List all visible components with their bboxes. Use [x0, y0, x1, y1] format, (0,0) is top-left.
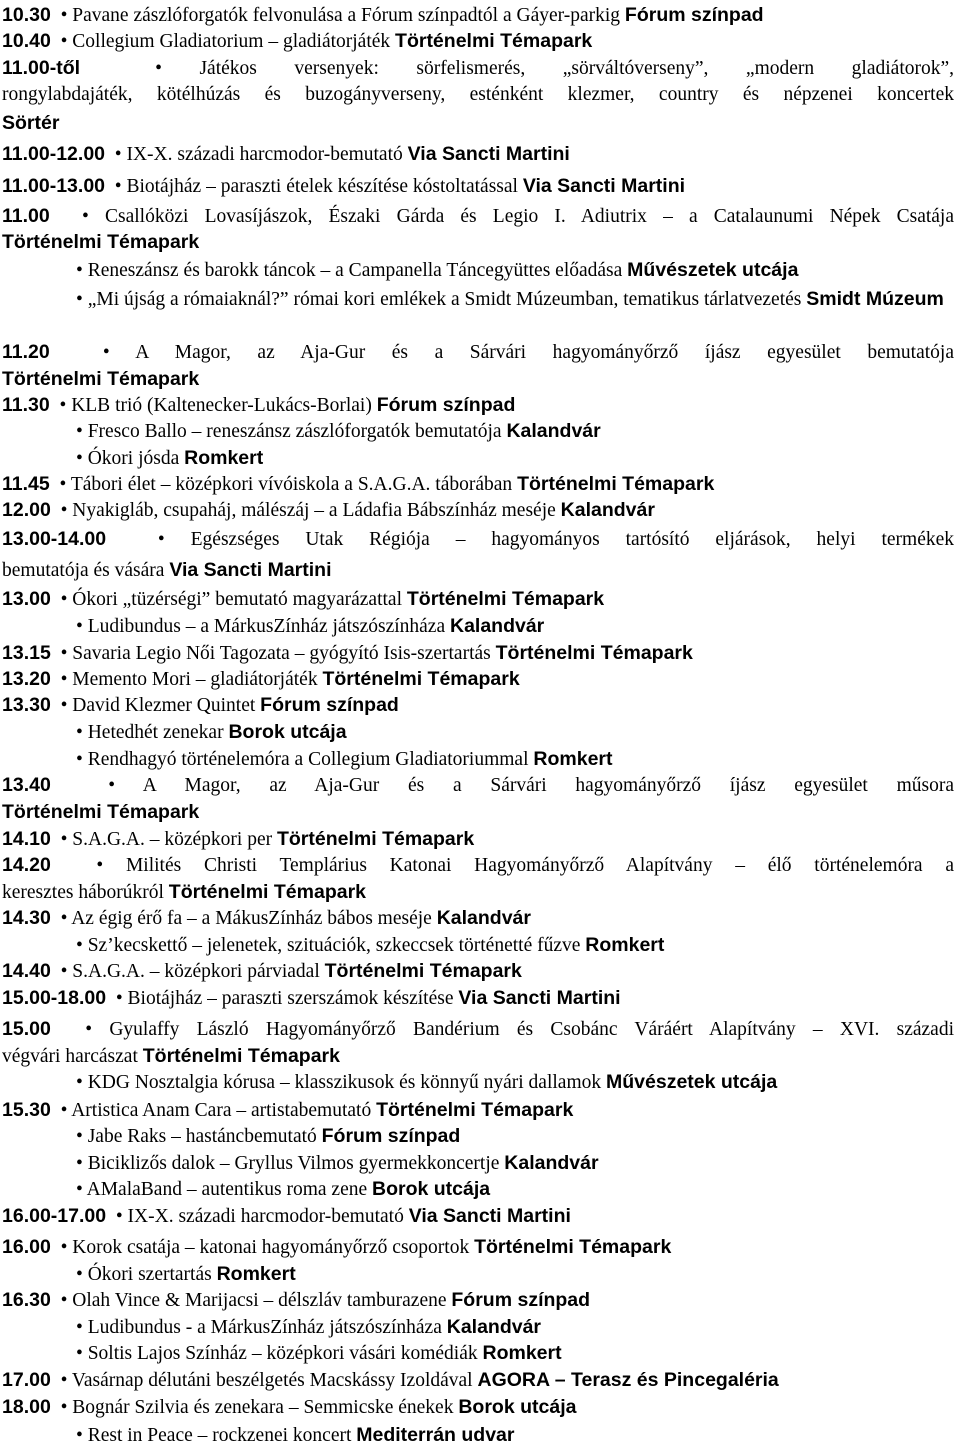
- schedule-line: [2, 1367, 954, 1394]
- event-text: Biciklizős dalok – Gryllus Vilmos gyermekkoncertje: [87, 1153, 500, 1174]
- bullet-icon: •: [157, 529, 191, 550]
- venue-label: Történelmi Témapark: [406, 588, 605, 610]
- bullet-icon: •: [60, 589, 73, 610]
- schedule-line: [2, 719, 960, 746]
- schedule-line: [2, 1203, 954, 1230]
- schedule-line: [2, 445, 960, 472]
- schedule-line-continued: [2, 1043, 954, 1070]
- schedule-line: [2, 392, 954, 419]
- event-text-continued: végvári harcászat: [2, 1046, 138, 1067]
- bullet-icon: •: [59, 395, 72, 416]
- event-text: Rendhagyó történelemóra a Collegium Gladiatoriummal: [87, 749, 529, 770]
- schedule-line: [2, 173, 954, 200]
- venue-label: AGORA – Terasz és Pincegaléria: [477, 1369, 779, 1391]
- venue-label: Via Sancti Martini: [408, 1205, 571, 1227]
- venue-label: Történelmi Témapark: [168, 881, 367, 903]
- time-label: 13.30: [2, 694, 51, 716]
- schedule-line: [2, 666, 954, 693]
- venue-label: Kalandvár: [560, 499, 655, 521]
- event-text-continued: rongylabdajáték, kötélhúzás és buzogányverseny, esténként klezmer, country és népzenei koncertek: [2, 84, 954, 105]
- schedule-line-venue: [2, 229, 954, 256]
- schedule-line-venue: [2, 110, 954, 137]
- bullet-icon: •: [155, 58, 200, 79]
- bullet-icon: •: [76, 935, 88, 956]
- venue-label: Fórum színpad: [376, 394, 516, 416]
- time-label: 18.00: [2, 1396, 51, 1418]
- venue-label: Történelmi Témapark: [517, 473, 715, 495]
- event-text: S.A.G.A. – középkori per: [72, 829, 273, 850]
- venue-label: Történelmi Témapark: [276, 828, 475, 850]
- venue-label: Romkert: [585, 934, 665, 956]
- schedule-line: [2, 418, 960, 445]
- venue-label: Történelmi Témapark: [495, 642, 693, 664]
- venue-label: Történelmi Témapark: [474, 1236, 672, 1258]
- bullet-icon: •: [76, 260, 88, 281]
- venue-label: Fórum színpad: [451, 1289, 591, 1311]
- venue-label: Fórum színpad: [260, 694, 399, 716]
- bullet-icon: •: [60, 643, 73, 664]
- schedule-line: [2, 905, 954, 932]
- bullet-icon: •: [60, 31, 73, 52]
- venue-label: Borok utcája: [228, 721, 347, 743]
- time-label: 11.45: [2, 473, 50, 495]
- venue-label: Via Sancti Martini: [169, 559, 332, 581]
- venue-label: Romkert: [184, 447, 264, 469]
- schedule-line: [2, 471, 954, 498]
- schedule-line: [2, 1097, 954, 1124]
- bullet-icon: •: [102, 342, 136, 363]
- time-label: 11.00-13.00: [2, 175, 106, 197]
- event-text: Ókori „tüzérségi” bemutató magyarázattal: [72, 589, 402, 610]
- event-text: KLB trió (Kaltenecker-Lukács-Borlai): [71, 395, 372, 416]
- event-text: Ludibundus – a MárkusZínház játszószínháza: [87, 616, 446, 637]
- bullet-icon: •: [108, 775, 143, 796]
- schedule-line: [2, 1150, 960, 1177]
- schedule-line: [2, 1287, 954, 1314]
- time-label: 17.00: [2, 1369, 51, 1391]
- time-label: 14.40: [2, 960, 51, 982]
- venue-label: Kalandvár: [446, 1316, 542, 1338]
- time-label: 13.00-14.00: [2, 528, 107, 550]
- event-text: David Klezmer Quintet: [72, 695, 256, 716]
- time-label: 14.30: [2, 907, 51, 929]
- schedule-line: [2, 586, 954, 613]
- schedule-line-continued: [2, 82, 954, 108]
- bullet-icon: •: [76, 1072, 88, 1093]
- event-text: IX-X. századi harcmodor-bemutató: [127, 1206, 404, 1227]
- venue-label: Via Sancti Martini: [458, 987, 621, 1009]
- schedule-line: [2, 1234, 954, 1261]
- venue-label: Történelmi Témapark: [322, 668, 520, 690]
- event-text: „Mi újság a rómaiaknál?” római kori emlékek a Smidt Múzeumban, tematikus tárlatvezetés: [87, 289, 802, 310]
- event-text: Reneszánsz és barokk táncok – a Campanella Táncegyüttes előadása: [87, 260, 623, 281]
- schedule-line: [2, 1016, 954, 1043]
- event-text: Olah Vince & Marijacsi – délszláv tamburazene: [72, 1290, 447, 1311]
- bullet-icon: •: [60, 1100, 72, 1121]
- event-text: IX-X. századi harcmodor-bemutató: [126, 144, 403, 165]
- bullet-icon: •: [60, 829, 73, 850]
- venue-label: Történelmi Témapark: [142, 1045, 340, 1067]
- event-text: Rest in Peace – rockzenei koncert: [87, 1425, 352, 1446]
- event-text: AMalaBand – autentikus roma zene: [86, 1179, 368, 1200]
- bullet-icon: •: [76, 1179, 87, 1200]
- time-label: 11.00-12.00: [2, 143, 106, 165]
- event-text: Jabe Raks – hastáncbemutató: [87, 1126, 317, 1147]
- venue-label: Történelmi Témapark: [2, 801, 200, 823]
- bullet-icon: •: [85, 1019, 110, 1040]
- event-text: Egészséges Utak Régiója – hagyományos tartósító eljárások, helyi termékek: [190, 529, 954, 550]
- time-label: 14.20: [2, 854, 51, 876]
- venue-label: Kalandvár: [436, 907, 531, 929]
- event-text: Vasárnap délutáni beszélgetés Macskássy Izoldával: [71, 1370, 473, 1391]
- event-text: Az égig érő fa – a MákusZínház bábos meséje: [71, 908, 432, 929]
- bullet-icon: •: [76, 616, 88, 637]
- bullet-icon: •: [76, 289, 88, 310]
- schedule-line: [2, 286, 960, 313]
- schedule-line: [2, 932, 960, 959]
- venue-label: Művészetek utcája: [606, 1071, 778, 1093]
- event-text: Bognár Szilvia és zenekara – Semmicske énekek: [72, 1397, 454, 1418]
- time-label: 15.30: [2, 1099, 51, 1121]
- schedule-line-venue: [2, 799, 954, 826]
- event-text: Milités Christi Templárius Katonai Hagyományőrző Alapítvány – élő történelemóra a: [125, 855, 954, 876]
- venue-label: Mediterrán udvar: [356, 1424, 515, 1446]
- bullet-icon: •: [76, 749, 88, 770]
- schedule-line: [2, 2, 954, 29]
- bullet-icon: •: [82, 206, 106, 227]
- bullet-icon: •: [76, 1317, 88, 1338]
- venue-label: Kalandvár: [449, 615, 545, 637]
- schedule-line: [2, 613, 960, 640]
- venue-label: Romkert: [533, 748, 613, 770]
- venue-label: Via Sancti Martini: [522, 175, 686, 197]
- event-text: Hetedhét zenekar: [87, 722, 224, 743]
- venue-label: Via Sancti Martini: [407, 143, 570, 165]
- time-label: 11.00-től: [2, 57, 81, 79]
- bullet-icon: •: [60, 500, 73, 521]
- bullet-icon: •: [76, 1153, 88, 1174]
- time-label: 13.00: [2, 588, 51, 610]
- schedule-line: [2, 826, 954, 853]
- bullet-icon: •: [60, 908, 72, 929]
- schedule-line: [2, 1123, 960, 1150]
- event-text: Csallóközi Lovasíjászok, Északi Gárda és Legio I. Adiutrix – a Catalaunumi Népek Csatája: [105, 206, 954, 227]
- schedule-line-continued: [2, 879, 954, 906]
- venue-label: Fórum színpad: [321, 1125, 461, 1147]
- event-text: Ludibundus - a MárkusZínház játszószínháza: [87, 1317, 442, 1338]
- bullet-icon: •: [114, 176, 127, 197]
- venue-label: Kalandvár: [504, 1152, 599, 1174]
- bullet-icon: •: [60, 1237, 73, 1258]
- time-label: 15.00: [2, 1018, 51, 1040]
- schedule-line: [2, 1069, 960, 1096]
- event-text: KDG Nosztalgia kórusa – klasszikusok és könnyű nyári dallamok: [87, 1072, 602, 1093]
- event-text: Korok csatája – katonai hagyományőrző csoportok: [72, 1237, 470, 1258]
- schedule-line: [2, 1340, 960, 1367]
- venue-label: Történelmi Témapark: [2, 368, 200, 390]
- event-text: A Magor, az Aja-Gur és a Sárvári hagyományőrző íjász egyesület bemutatója: [135, 342, 954, 363]
- event-text: Memento Mori – gladiátorjáték: [72, 669, 318, 690]
- schedule-line: [2, 640, 954, 667]
- bullet-icon: •: [76, 448, 88, 469]
- schedule-line: [2, 852, 954, 879]
- time-label: 16.00-17.00: [2, 1205, 107, 1227]
- bullet-icon: •: [115, 988, 128, 1009]
- bullet-icon: •: [114, 144, 127, 165]
- venue-label: Történelmi Témapark: [2, 231, 200, 253]
- bullet-icon: •: [76, 1343, 88, 1364]
- time-label: 10.30: [2, 4, 51, 26]
- venue-label: Művészetek utcája: [627, 259, 799, 281]
- schedule-line: [2, 692, 954, 719]
- time-label: 11.00: [2, 205, 50, 227]
- schedule-line: [2, 339, 954, 366]
- schedule-line: [2, 203, 954, 230]
- time-label: 13.15: [2, 642, 51, 664]
- time-label: 12.00: [2, 499, 51, 521]
- event-text-continued: bemutatója és vására: [2, 560, 165, 581]
- schedule-line: [2, 526, 954, 553]
- schedule-line: [2, 1394, 954, 1421]
- time-label: 16.30: [2, 1289, 51, 1311]
- event-text: Játékos versenyek: sörfelismerés, „sörváltóverseny”, „modern gladiátorok”,: [199, 58, 954, 79]
- venue-label: Történelmi Témapark: [395, 30, 593, 52]
- time-label: 15.00-18.00: [2, 987, 107, 1009]
- schedule-line: [2, 1261, 960, 1288]
- bullet-icon: •: [96, 855, 126, 876]
- schedule-line-venue: [2, 366, 954, 393]
- bullet-icon: •: [76, 1425, 88, 1446]
- schedule-line: [2, 1176, 960, 1203]
- schedule-line: [2, 257, 960, 284]
- time-label: 10.40: [2, 30, 51, 52]
- event-text: Biotájház – paraszti szerszámok készítése: [127, 988, 454, 1009]
- time-label: 11.30: [2, 394, 50, 416]
- bullet-icon: •: [60, 1290, 73, 1311]
- schedule-line: [2, 497, 954, 524]
- venue-label: Borok utcája: [372, 1178, 491, 1200]
- schedule-line: [2, 985, 954, 1012]
- event-text: Pavane zászlóforgatók felvonulása a Fórum színpadtól a Gáyer-parkig: [72, 5, 621, 26]
- venue-label: Romkert: [482, 1342, 562, 1364]
- schedule-line: [2, 1314, 960, 1341]
- event-text: A Magor, az Aja-Gur és a Sárvári hagyományőrző íjász egyesület műsora: [142, 775, 954, 796]
- schedule-line: [2, 1422, 960, 1449]
- event-text: Nyakigláb, csupaháj, málészáj – a Ládafia Bábszínház meséje: [72, 500, 556, 521]
- venue-label: Romkert: [216, 1263, 296, 1285]
- bullet-icon: •: [59, 474, 71, 495]
- schedule-line: [2, 746, 960, 773]
- time-label: 13.40: [2, 774, 51, 796]
- event-text: Collegium Gladiatorium – gladiátorjáték: [72, 31, 391, 52]
- bullet-icon: •: [76, 722, 88, 743]
- event-text: Savaria Legio Női Tagozata – gyógyító Isis-szertartás: [72, 643, 491, 664]
- schedule-line: [2, 28, 954, 55]
- event-text: Gyulaffy László Hagyományőrző Bandérium és Csobánc Váráért Alapítvány – XVI. századi: [109, 1019, 954, 1040]
- venue-label: Fórum színpad: [624, 4, 764, 26]
- event-text: S.A.G.A. – középkori párviadal: [72, 961, 320, 982]
- bullet-icon: •: [76, 421, 88, 442]
- time-label: 11.20: [2, 341, 50, 363]
- venue-label: Történelmi Témapark: [324, 960, 522, 982]
- time-label: 16.00: [2, 1236, 51, 1258]
- event-text: Tábori élet – középkori vívóiskola a S.A.G.A. táborában: [70, 474, 513, 495]
- event-text: Artistica Anam Cara – artistabemutató: [71, 1100, 372, 1121]
- bullet-icon: •: [60, 1397, 73, 1418]
- time-label: 13.20: [2, 668, 51, 690]
- venue-label: Sörtér: [2, 112, 60, 134]
- event-text: Ókori jósda: [87, 448, 180, 469]
- venue-label: Kalandvár: [506, 420, 601, 442]
- bullet-icon: •: [60, 669, 73, 690]
- venue-label: Smidt Múzeum: [806, 288, 944, 310]
- event-text-continued: keresztes háborúkról: [2, 882, 164, 903]
- event-text: Fresco Ballo – reneszánsz zászlóforgatók bemutatója: [87, 421, 502, 442]
- venue-label: Borok utcája: [458, 1396, 577, 1418]
- event-text: Sz’kecskettő – jelenetek, szituációk, szkeccsek történetté fűzve: [87, 935, 581, 956]
- bullet-icon: •: [60, 695, 73, 716]
- venue-label: Történelmi Témapark: [376, 1099, 574, 1121]
- event-text: Soltis Lajos Színház – középkori vásári komédiák: [87, 1343, 478, 1364]
- bullet-icon: •: [60, 961, 73, 982]
- schedule-line: [2, 772, 954, 799]
- schedule-line-continued: [2, 557, 954, 584]
- bullet-icon: •: [60, 1370, 72, 1391]
- bullet-icon: •: [60, 5, 73, 26]
- time-label: 14.10: [2, 828, 51, 850]
- event-text: Biotájház – paraszti ételek készítése kóstoltatással: [126, 176, 518, 197]
- schedule-line: [2, 55, 954, 82]
- event-text: Ókori szertartás: [87, 1264, 212, 1285]
- bullet-icon: •: [76, 1264, 88, 1285]
- schedule-line: [2, 141, 954, 168]
- bullet-icon: •: [76, 1126, 88, 1147]
- bullet-icon: •: [115, 1206, 128, 1227]
- schedule-line: [2, 958, 954, 985]
